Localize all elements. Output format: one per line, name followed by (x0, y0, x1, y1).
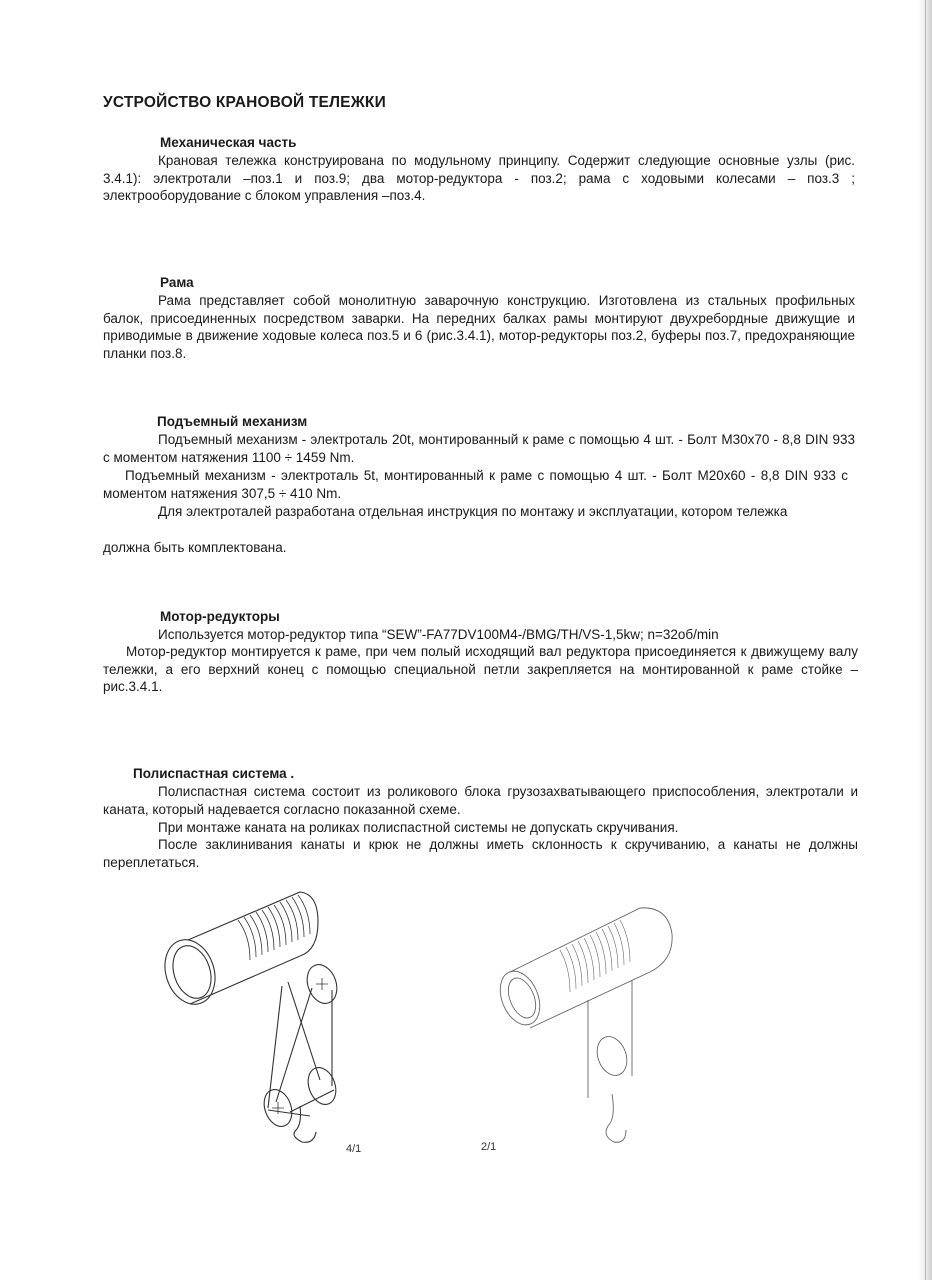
paragraph-lifting-instruction: Для электроталей разработана отдельная инструкция по монтажу и эксплуатации, котором тележка (158, 504, 788, 519)
paragraph-lifting-20t: Подъемный механизм - электроталь 20t, монтированный к раме с помощью 4 шт. - Болт M30x70 - 8,8 DIN 933 с моментом натяжения 1100 ÷ 1459 Nm. (103, 432, 855, 465)
section-heading-lifting: Подъемный механизм (157, 414, 308, 429)
paragraph-pulley-composition: Полиспастная система состоит из роликового блока грузозахватывающего приспособления, электротали и каната, который надевается согласно показанной схеме. (103, 784, 858, 817)
section-heading-pulley-system: Полиспастная система . (133, 766, 295, 781)
figure-label-2-1: 2/1 (481, 1141, 497, 1153)
section-heading-frame: Рама (160, 275, 194, 290)
drum-2-1-illustration (493, 908, 672, 1142)
paragraph-frame: Рама представляет собой монолитную заварочную конструкцию. Изготовлена из стальных профильных балок, присоединенных посредством заварки. На передних балках рамы монтируют двухребордные движущие и приводимые в движение ходовые колеса поз.5 и 6 (рис.3.4.1), мотор-редукторы поз.2, буферы поз.7, предохраняющие планки поз.8. (103, 293, 855, 361)
section-heading-motor-reducers: Мотор-редукторы (160, 609, 280, 624)
paragraph-lifting-5t: Подъемный механизм - электроталь 5t, монтированный к раме с помощью 4 шт. - Болт M20x60 - 8,8 DIN 933 с моментом натяжения 307,5 ÷ 410 Nm. (103, 468, 848, 501)
paragraph-pulley-no-twist: При монтаже каната на роликах полиспастной системы не допускать скручивания. (158, 820, 679, 835)
paragraph-mechanical: Крановая тележка конструирована по модульному принципу. Содержит следующие основные узлы (рис. 3.4.1): электротали –поз.1 и поз.9; два мотор-редуктора - поз.2; рама с ходовыми колесами – поз.3 ; электрооборудование с блоком управления –поз.4. (103, 153, 855, 203)
section-heading-mechanical: Механическая часть (160, 135, 297, 150)
document-title: УСТРОЙСТВО КРАНОВОЙ ТЕЛЕЖКИ (103, 94, 386, 111)
paragraph-motor-mount: Мотор-редуктор монтируется к раме, при чем полый исходящий вал редуктора присоединяется к движущему валу тележки, а его верхний конец с помощью специальной петли закрепляется на монтированной к раме стойке – рис.3.4.1. (103, 644, 858, 694)
reeving-diagram (150, 880, 710, 1180)
paragraph-motor-type: Используется мотор-редуктор типа “SEW”-FA77DV100M4-/BMG/TH/VS-1,5kw; n=32об/min (158, 627, 719, 642)
paragraph-lifting-instruction-end: должна быть комплектована. (103, 540, 287, 555)
figure-label-4-1: 4/1 (346, 1143, 362, 1155)
scan-edge-line (925, 0, 926, 1280)
drum-4-1-illustration (157, 892, 342, 1142)
paragraph-pulley-after-wedging: После заклинивания канаты и крюк не должны иметь склонность к скручиванию, а канаты не должны переплетаться. (103, 837, 858, 870)
